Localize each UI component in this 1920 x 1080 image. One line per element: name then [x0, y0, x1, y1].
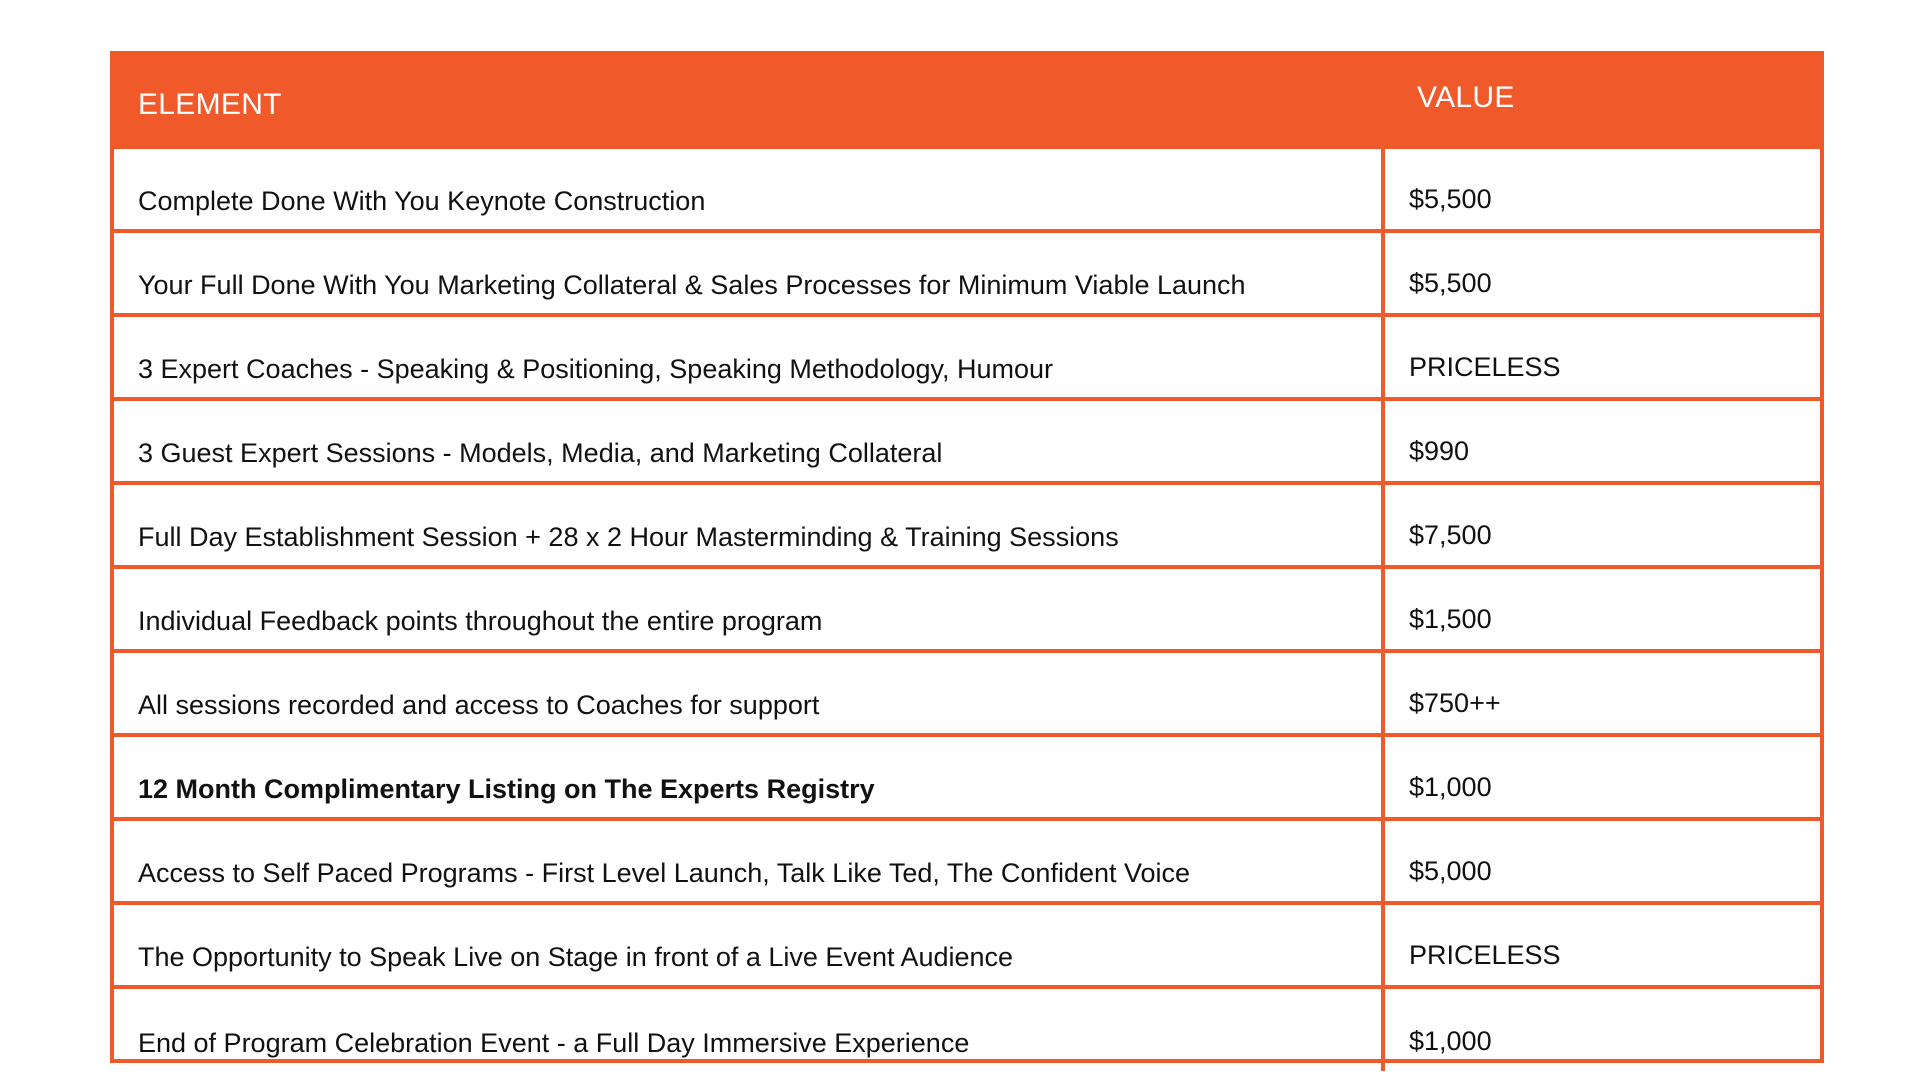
table-row [114, 399, 1820, 483]
row-value: PRICELESS [1383, 315, 1820, 399]
table-row [114, 903, 1820, 987]
table-row [114, 567, 1820, 651]
table-row [114, 651, 1820, 735]
value-table-container [110, 51, 1824, 1063]
value-table [114, 55, 1820, 1071]
row-element: Your Full Done With You Marketing Collateral & Sales Processes for Minimum Viable Launch [114, 231, 1383, 315]
table-body [114, 147, 1820, 1071]
header-value: VALUE [1417, 81, 1515, 114]
row-value: $990 [1383, 399, 1820, 483]
row-value: $5,500 [1383, 231, 1820, 315]
row-value: PRICELESS [1383, 903, 1820, 987]
row-element: End of Program Celebration Event - a Full Day Immersive Experience [114, 987, 1383, 1071]
row-element: 3 Expert Coaches - Speaking & Positioning, Speaking Methodology, Humour [114, 315, 1383, 399]
row-value: $7,500 [1383, 483, 1820, 567]
table-row [114, 819, 1820, 903]
table-row [114, 735, 1820, 819]
row-element: 3 Guest Expert Sessions - Models, Media, and Marketing Collateral [114, 399, 1383, 483]
row-value: $1,000 [1383, 735, 1820, 819]
row-element: Complete Done With You Keynote Construction [114, 147, 1383, 231]
table-row [114, 315, 1820, 399]
row-element: 12 Month Complimentary Listing on The Experts Registry [114, 735, 1383, 819]
row-value: $1,500 [1383, 567, 1820, 651]
row-element: Full Day Establishment Session + 28 x 2 Hour Masterminding & Training Sessions [114, 483, 1383, 567]
table-row [114, 483, 1820, 567]
row-element: Access to Self Paced Programs - First Level Launch, Talk Like Ted, The Confident Voice [114, 819, 1383, 903]
row-value: $750++ [1383, 651, 1820, 735]
row-element: The Opportunity to Speak Live on Stage in front of a Live Event Audience [114, 903, 1383, 987]
row-value: $5,500 [1383, 147, 1820, 231]
row-value: $1,000 [1383, 987, 1820, 1071]
row-value: $5,000 [1383, 819, 1820, 903]
table-row [114, 231, 1820, 315]
table-header [114, 55, 1820, 147]
row-element: All sessions recorded and access to Coaches for support [114, 651, 1383, 735]
table-row [114, 147, 1820, 231]
header-element: ELEMENT [138, 88, 282, 121]
table-row [114, 987, 1820, 1071]
header-row [114, 55, 1820, 147]
row-element: Individual Feedback points throughout the entire program [114, 567, 1383, 651]
